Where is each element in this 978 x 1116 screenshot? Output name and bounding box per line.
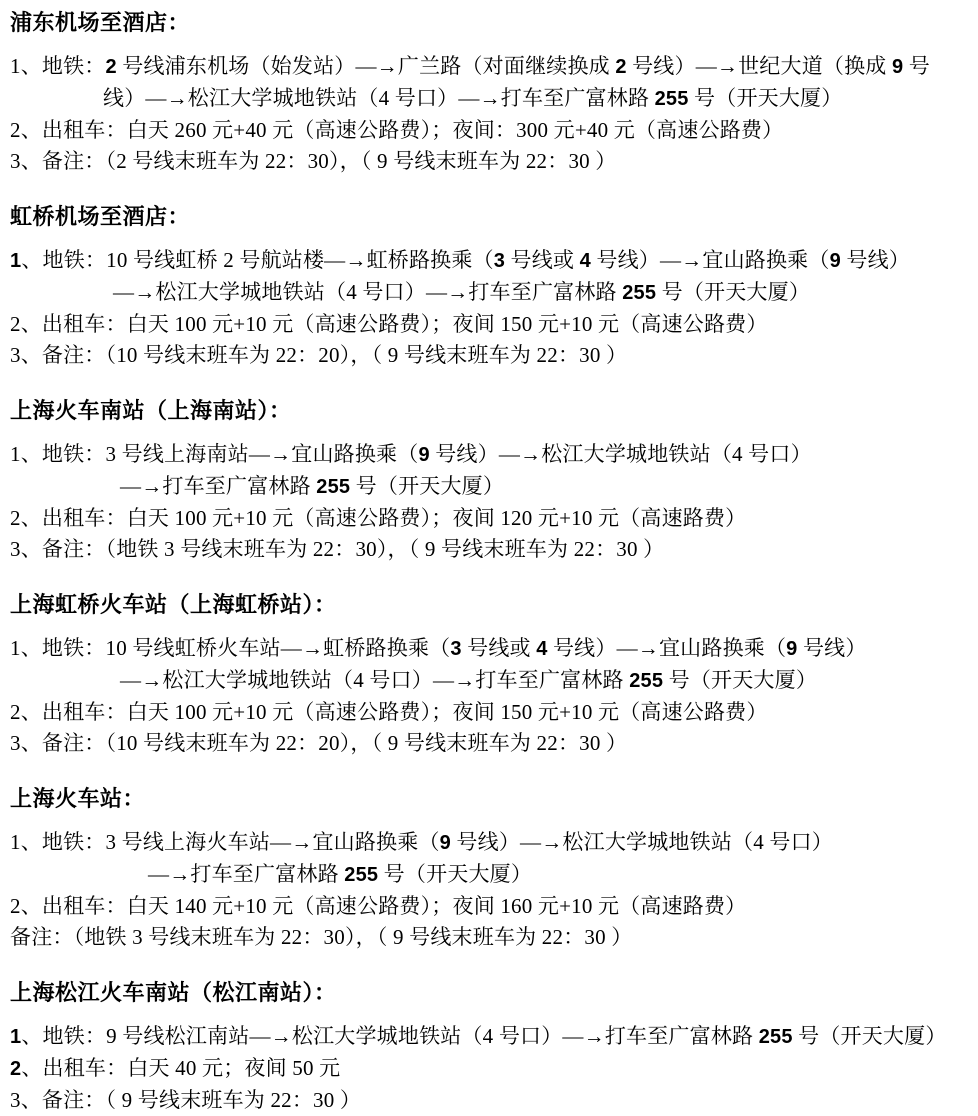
bold-number: 255: [654, 88, 689, 110]
text-line: [10, 534, 970, 565]
text-run: 、地铁：10 号线虹桥 2 号航站楼—→虹桥路换乘（: [21, 248, 494, 272]
bold-number: 255: [344, 864, 379, 886]
text-run: 1、地铁：: [10, 54, 106, 78]
bold-number: 255: [629, 670, 664, 692]
text-run: 1、地铁：3 号线上海火车站—→宜山路换乘（: [10, 830, 440, 854]
text-run: 号: [903, 54, 930, 78]
text-line: [10, 471, 970, 503]
bold-number: 1: [10, 250, 22, 272]
text-run: 号线浦东机场（始发站）—→广兰路（对面继续换成: [116, 54, 616, 78]
bold-number: 255: [316, 476, 351, 498]
text-run: 3、备注：（10 号线末班车为 22：20），（ 9 号线末班车为 22：30 ）: [10, 343, 628, 367]
bold-number: 3: [450, 638, 462, 660]
text-line: [10, 1085, 970, 1116]
text-run: 号线）—→宜山路换乘（: [547, 636, 787, 660]
text-run: 3、备注：（10 号线末班车为 22：20），（ 9 号线末班车为 22：30 ）: [10, 731, 628, 755]
text-run: 2、出租车：白天 140 元+10 元（高速公路费）；夜间 160 元+10 元（高速路费）: [10, 894, 747, 918]
section-heading: 上海松江火车南站（松江南站）：: [10, 980, 337, 1005]
text-run: 号线）: [797, 636, 867, 660]
text-run: 号线）—→世纪大道（换成: [626, 54, 892, 78]
text-run: 号（开天大厦）: [656, 280, 811, 304]
bold-number: 4: [536, 638, 548, 660]
bold-number: 2: [105, 56, 117, 78]
text-line: [10, 922, 970, 953]
section-songjiang-south-railway-station: [10, 978, 970, 1116]
bold-number: 9: [439, 832, 451, 854]
text-line: [10, 728, 970, 759]
bold-number: 9: [786, 638, 798, 660]
text-run: 2、出租车：白天 100 元+10 元（高速公路费）；夜间 120 元+10 元（高速路费）: [10, 506, 747, 530]
bold-number: 2: [615, 56, 627, 78]
bold-number: 1: [10, 1026, 22, 1048]
text-line: [10, 146, 970, 177]
text-line: [10, 891, 970, 922]
text-line: [10, 633, 970, 665]
text-run: 、出租车：白天 40 元；夜间 50 元: [21, 1056, 341, 1080]
section-heading: 上海火车站：: [10, 786, 146, 811]
text-run: 号（开天大厦）: [792, 1024, 947, 1048]
bold-number: 2: [10, 1058, 22, 1080]
text-line: [10, 697, 970, 728]
text-run: 号线）: [840, 248, 910, 272]
section-shanghai-hongqiao-railway-station: [10, 590, 970, 759]
text-run: —→打车至广富林路: [120, 474, 317, 498]
text-run: 号线）—→松江大学城地铁站（4 号口）: [429, 442, 812, 466]
text-line: [10, 665, 970, 697]
text-run: 号线或: [461, 636, 537, 660]
text-run: 号（开天大厦）: [350, 474, 505, 498]
text-run: 号（开天大厦）: [378, 862, 533, 886]
text-run: 3、备注：（地铁 3 号线末班车为 22：30），（ 9 号线末班车为 22：30 ）: [10, 537, 665, 561]
text-run: 1、地铁：3 号线上海南站—→宜山路换乘（: [10, 442, 419, 466]
text-line: [10, 245, 970, 277]
section-heading: 浦东机场至酒店：: [10, 10, 191, 35]
text-run: 2、出租车：白天 260 元+40 元（高速公路费）；夜间：300 元+40 元（高速公路费）: [10, 118, 784, 142]
text-line: [10, 277, 970, 309]
section-heading: 上海虹桥火车站（上海虹桥站）：: [10, 592, 337, 617]
bold-number: 9: [829, 250, 841, 272]
bold-number: 9: [418, 444, 430, 466]
text-line: [10, 83, 970, 115]
section-heading: 上海火车南站（上海南站）：: [10, 398, 292, 423]
bold-number: 3: [493, 250, 506, 272]
text-line: [10, 859, 970, 891]
section-shanghai-south-railway-station: [10, 396, 970, 565]
text-run: —→松江大学城地铁站（4 号口）—→打车至广富林路: [113, 280, 623, 304]
text-line: [10, 115, 970, 146]
text-run: 2、出租车：白天 100 元+10 元（高速公路费）；夜间 150 元+10 元（高速公路费）: [10, 312, 768, 336]
section-pudong-airport: [10, 8, 970, 177]
bold-number: 4: [579, 250, 591, 272]
text-run: 号（开天大厦）: [688, 86, 843, 110]
section-hongqiao-airport: [10, 202, 970, 371]
text-run: 号线）—→松江大学城地铁站（4 号口）: [450, 830, 833, 854]
text-line: [10, 51, 970, 83]
text-run: 2、出租车：白天 100 元+10 元（高速公路费）；夜间 150 元+10 元（高速公路费）: [10, 700, 768, 724]
text-run: 线）—→松江大学城地铁站（4 号口）—→打车至广富林路: [103, 86, 655, 110]
bold-number: 9: [891, 56, 904, 78]
text-run: 、地铁：9 号线松江南站—→松江大学城地铁站（4 号口）—→打车至广富林路: [21, 1024, 759, 1048]
text-line: [10, 827, 970, 859]
text-line: [10, 503, 970, 534]
text-run: 3、备注：（ 9 号线末班车为 22：30 ）: [10, 1088, 362, 1112]
text-run: 备注：（地铁 3 号线末班车为 22：30），（ 9 号线末班车为 22：30 ）: [10, 925, 633, 949]
section-shanghai-railway-station: [10, 784, 970, 953]
text-run: 号（开天大厦）: [663, 668, 818, 692]
text-line: [10, 439, 970, 471]
text-run: 3、备注：（2 号线末班车为 22：30），（ 9 号线末班车为 22：30 ）: [10, 149, 617, 173]
text-line: [10, 1053, 970, 1085]
text-run: —→打车至广富林路: [148, 862, 345, 886]
bold-number: 255: [758, 1026, 793, 1048]
text-run: 号线或: [505, 248, 580, 272]
text-line: [10, 309, 970, 340]
section-heading: 虹桥机场至酒店：: [10, 204, 191, 229]
text-line: [10, 1021, 970, 1053]
text-line: [10, 340, 970, 371]
bold-number: 255: [622, 282, 657, 304]
text-run: 1、地铁：10 号线虹桥火车站—→虹桥路换乘（: [10, 636, 451, 660]
text-run: —→松江大学城地铁站（4 号口）—→打车至广富林路: [120, 668, 630, 692]
text-run: 号线）—→宜山路换乘（: [590, 248, 830, 272]
